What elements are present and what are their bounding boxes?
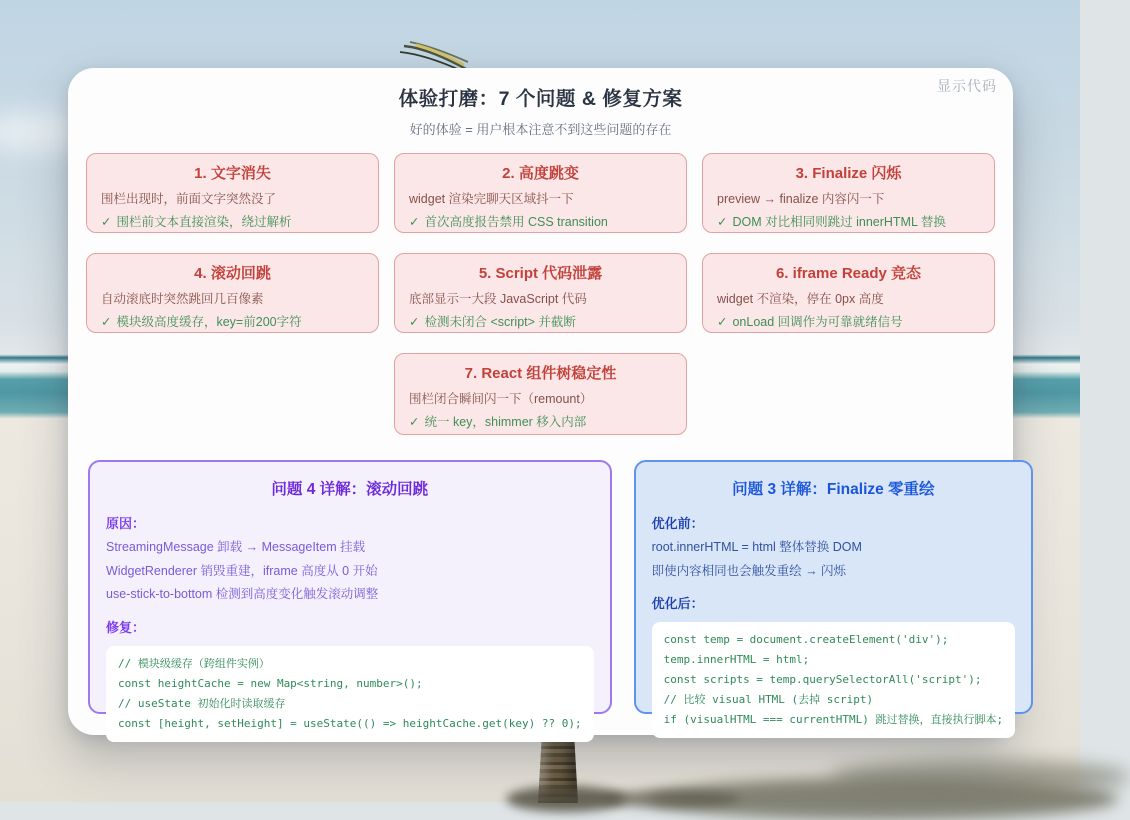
code-line: const scripts = temp.querySelectorAll('script'); <box>663 673 982 687</box>
cause-line: StreamingMessage 卸载 → MessageItem 挂载 <box>106 540 366 554</box>
problem-fix <box>409 315 672 330</box>
code-line: // 模块级缓存（跨组件实例） <box>118 656 270 670</box>
code-block <box>106 646 594 742</box>
code-line: temp.innerHTML = html; <box>663 653 810 667</box>
problem-fix-text: 检测未闭合 <script> 并截断 <box>424 315 576 330</box>
slide-header <box>68 68 1013 138</box>
beach-debris <box>600 790 740 808</box>
cause-line: use-stick-to-bottom 检测到高度变化触发滚动调整 <box>106 587 379 602</box>
code-line: const temp = document.createElement('div'); <box>663 633 949 647</box>
check-icon: ✓ <box>101 215 112 230</box>
check-icon: ✓ <box>717 215 728 230</box>
problem-fix-text: 围栏前文本直接渲染，绕过解析 <box>116 215 292 230</box>
problem-fix <box>717 215 980 230</box>
slide-card <box>68 68 1013 735</box>
problem-card-2 <box>394 153 687 233</box>
problem-issue: widget 渲染完聊天区域抖一下 <box>409 192 574 207</box>
detail-card-finalize-redraw <box>634 460 1034 727</box>
after-label: 优化后： <box>651 596 704 612</box>
problem-card-3 <box>702 153 995 233</box>
problem-issue: widget 不渲染，停在 0px 高度 <box>717 292 884 307</box>
problem-card-4 <box>86 253 379 333</box>
problem-fix <box>409 415 672 430</box>
cause-label: 原因： <box>106 516 146 531</box>
problem-title: 4. 滚动回跳 <box>194 265 271 282</box>
problem-title: 6. iframe Ready 竞态 <box>775 265 922 282</box>
check-icon: ✓ <box>409 315 420 330</box>
before-line: 即使内容相同也会触发重绘 → 闪烁 <box>651 563 847 578</box>
problem-issue: 围栏出现时，前面文字突然没了 <box>101 192 277 207</box>
problem-card-1 <box>86 153 379 233</box>
problem-title: 5. Script 代码泄露 <box>478 265 603 282</box>
code-line: if (visualHTML === currentHTML) 跳过替换，直接执行脚本; <box>663 713 1004 727</box>
problem-fix-text: 模块级高度缓存，key=前200字符 <box>116 315 302 330</box>
check-icon: ✓ <box>409 415 420 430</box>
check-icon: ✓ <box>101 315 112 330</box>
beach-debris <box>830 760 1130 794</box>
detail-title: 问题 3 详解：Finalize 零重绘 <box>732 481 935 498</box>
problem-fix-text: 首次高度报告禁用 CSS transition <box>424 215 608 230</box>
problem-title: 2. 高度跳变 <box>502 165 579 182</box>
problem-fix-text: DOM 对比相同则跳过 innerHTML 替换 <box>732 215 946 230</box>
problem-card-7 <box>394 353 687 435</box>
before-label: 优化前： <box>651 516 704 531</box>
problem-fix <box>409 215 672 230</box>
detail-row <box>88 460 1004 730</box>
check-icon: ✓ <box>717 315 728 330</box>
problem-fix <box>717 315 980 330</box>
page-subtitle: 好的体验 = 用户根本注意不到这些问题的存在 <box>409 122 672 137</box>
show-code-button[interactable]: 显示代码 <box>937 78 997 94</box>
problem-fix <box>101 215 364 230</box>
problem-fix-text: onLoad 回调作为可靠就绪信号 <box>732 315 903 330</box>
problem-issue: 自动滚底时突然跳回几百像素 <box>101 292 264 307</box>
palm-frond-illustration <box>398 38 470 72</box>
problem-issue: 围栏闭合瞬间闪一下（remount） <box>409 392 593 407</box>
detail-card-scroll-jump <box>88 460 612 730</box>
check-icon: ✓ <box>409 215 420 230</box>
problem-fix <box>101 315 364 330</box>
detail-title: 问题 4 详解：滚动回跳 <box>271 481 429 498</box>
problem-card-5 <box>394 253 687 333</box>
code-line: // useState 初始化时读取缓存 <box>118 696 286 710</box>
before-line: root.innerHTML = html 整体替换 DOM <box>651 540 862 554</box>
code-block <box>652 622 1016 738</box>
problem-card-6 <box>702 253 995 333</box>
problems-grid <box>86 153 995 435</box>
problem-issue: preview → finalize 内容闪一下 <box>717 192 885 207</box>
problem-title: 1. 文字消失 <box>194 165 271 182</box>
cause-line: WidgetRenderer 销毁重建，iframe 高度从 0 开始 <box>106 563 378 578</box>
problem-issue: 底部显示一大段 JavaScript 代码 <box>409 292 587 307</box>
code-line: // 比较 visual HTML (去掉 script) <box>663 693 874 707</box>
code-line: const heightCache = new Map<string, number>(); <box>118 676 423 690</box>
problem-title: 3. Finalize 闪烁 <box>795 165 902 182</box>
problem-fix-text: 统一 key，shimmer 移入内部 <box>424 415 587 430</box>
code-line: const [height, setHeight] = useState(() => heightCache.get(key) ?? 0); <box>118 716 582 730</box>
page-title: 体验打磨：7 个问题 & 修复方案 <box>398 88 683 110</box>
problem-title: 7. React 组件树稳定性 <box>464 365 617 382</box>
fix-label: 修复： <box>106 619 146 635</box>
